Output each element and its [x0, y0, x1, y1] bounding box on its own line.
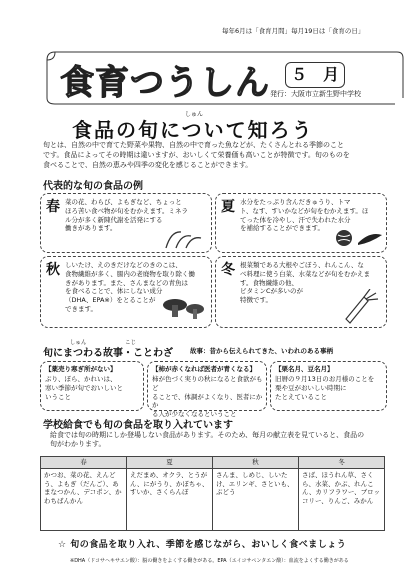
intro-line: 食べることで、自然の恵みや四季の変化を感じることができます。	[43, 161, 253, 170]
autumn-card	[40, 256, 212, 328]
proverb-head: 【柿が赤くなれば医者が青くなる】	[152, 365, 256, 373]
text-line: 水分をたっぷり含んだきゅうり、トマ	[240, 198, 351, 206]
proverb-head: 【薬売り寒ぎ所がない】	[45, 365, 117, 373]
intro-line: です。食品によってその時期は違いますが、おいしくて栄養価も高いことが特徴です。旬のものを	[43, 151, 350, 160]
seasonal-lunch-table	[40, 456, 385, 531]
footnote: ※DHA（ドコサヘキサエン酸）：脳の働きをよくする働きがある。EPA（エイコサペンタエン酸）：血流をよくする働きがある	[70, 558, 349, 564]
daikon-icon	[336, 289, 381, 325]
text-line: す。食物繊維の他、	[240, 278, 298, 287]
text-line: べ料理に使う白菜、水菜などが旬をむかえま	[240, 269, 370, 278]
text-line: 旧暦の９月13日のお月様のことを	[275, 375, 375, 383]
intro-line: 旬とは、自然の中で育てた野菜や果物、自然の中で育った魚などが、たくさんとれる季節のこと	[43, 141, 344, 149]
table-cell: かつお、菜の花、えんどう、よもぎ（だんご）、あまなつかん、デコポン、かわちばんかん	[41, 468, 127, 530]
spring-label: 春	[46, 199, 60, 215]
table-cell: さんま、しめじ、しいたけ、エリンギ、さといも、ぶどう	[213, 468, 299, 530]
text-line: 柿が色づく実りの秋になると食欲がもど	[152, 375, 263, 392]
table-header: 春	[41, 457, 127, 469]
section2-ruby: しゅん こじ	[70, 340, 137, 346]
closing-message: ☆ 旬の食品を取り入れ、季節を感じながら、おいしく食べましょう	[58, 540, 347, 550]
autumn-label: 秋	[46, 262, 60, 278]
proverb-card	[147, 361, 267, 419]
proverb-head: 【栗名月、豆名月】	[275, 365, 334, 373]
winter-card	[215, 256, 387, 328]
text-line: 寒い季節が旬でおいしいと	[45, 383, 123, 392]
month-badge: ５ 月	[285, 62, 345, 88]
proverb-text	[45, 375, 141, 401]
section2-subtitle: 故事：昔から伝えられてきた、いわれのある事柄	[190, 347, 333, 355]
month-note: 毎年6月は「食育月間」毎月19日は「食育の日」	[222, 27, 365, 35]
text-line: きがあります。また、さんまなどの青魚は	[65, 278, 188, 287]
spring-card	[40, 193, 212, 253]
watermelon-cucumber-icon	[334, 227, 384, 249]
headline-ruby: しゅん	[185, 111, 204, 118]
table-cell: えだまめ、オクラ、とうがん、にがうり、かぼちゃ、すいか、さくらんぼ	[127, 468, 213, 530]
proverb-card	[270, 361, 387, 411]
text-line: を食べることで、体にしない成分	[65, 287, 163, 296]
text-line: る人が少なくなるということ	[152, 410, 237, 419]
section-title-examples: 代表的な旬の食品の例	[43, 181, 143, 192]
proverb-text	[152, 375, 264, 419]
proverb-text	[275, 375, 383, 401]
text-line: ト、なす、すいかなどが旬をむかえます。ほ	[240, 206, 369, 215]
table-header: 冬	[299, 457, 385, 469]
section-title-school-lunch: 学校給食でも旬の食品を取り入れています	[43, 420, 233, 431]
table-header: 夏	[127, 457, 213, 469]
text-line: ほろ苦い食べ物が旬をむかえます。ミネラ	[65, 206, 188, 215]
text-line: ぶり、ぼら、かれいは、	[45, 375, 117, 383]
table-header: 秋	[213, 457, 299, 469]
intro-text	[43, 140, 393, 170]
headline: 食品の旬について知ろう	[72, 118, 314, 142]
text-line: 働きがあります。	[65, 224, 117, 233]
table-header-row	[41, 457, 385, 469]
text-line: てった体を冷やし、汗で失われた水分	[240, 215, 351, 224]
text-line: 食物繊維が多く、腸内の老廃物を取り除く働	[65, 269, 195, 278]
summer-label: 夏	[221, 199, 235, 215]
text-line: しいたけ、えのきだけなどのきのこは、	[65, 261, 182, 269]
warabi-icon	[161, 226, 206, 250]
text-line: 給食では旬の時期にしか登場しない食品があります。そのため、毎月の献立表を見ていると、食品の	[50, 431, 365, 439]
text-line: 菜の花、わらび、よもぎなど、ちょっと	[65, 198, 182, 206]
text-line: （DHA、EPA※）をとることが	[65, 296, 156, 305]
table-row	[41, 468, 385, 530]
text-line: ることで、体調がよくなり、医者にかか	[152, 392, 263, 410]
text-line: ビタミンCが多いのが	[240, 287, 304, 296]
text-line: 根菜類である大根やごぼう、れんこん、な	[240, 261, 364, 269]
section3-intro	[50, 431, 388, 450]
table-cell: さば、ほうれん草、さくら、水菜、かぶ、れんこん、カリフラワー、ブロッコリー、りんご、みかん	[299, 468, 385, 530]
text-line: いうこと	[45, 392, 71, 401]
text-line: ル分が多く新陳代謝を活発にする	[65, 215, 163, 224]
text-line: たとえていること	[275, 392, 327, 401]
text-line: を補給することができます。	[240, 224, 324, 233]
newsletter-title: 食育つうしん	[60, 63, 270, 103]
text-line: 旬がわかります。	[50, 440, 106, 449]
text-line: 特徴です。	[240, 296, 272, 305]
mushroom-icon	[161, 295, 206, 323]
proverb-card	[40, 361, 144, 411]
text-line: できます。	[65, 304, 97, 313]
summer-card	[215, 193, 387, 253]
section-title-proverbs: 旬にまつわる故事・ことわざ	[43, 348, 173, 359]
issuer: 発行：大阪市立新生野中学校	[270, 90, 361, 98]
winter-label: 冬	[221, 262, 235, 278]
text-line: 栗や豆がおいしい時期に	[275, 383, 347, 392]
